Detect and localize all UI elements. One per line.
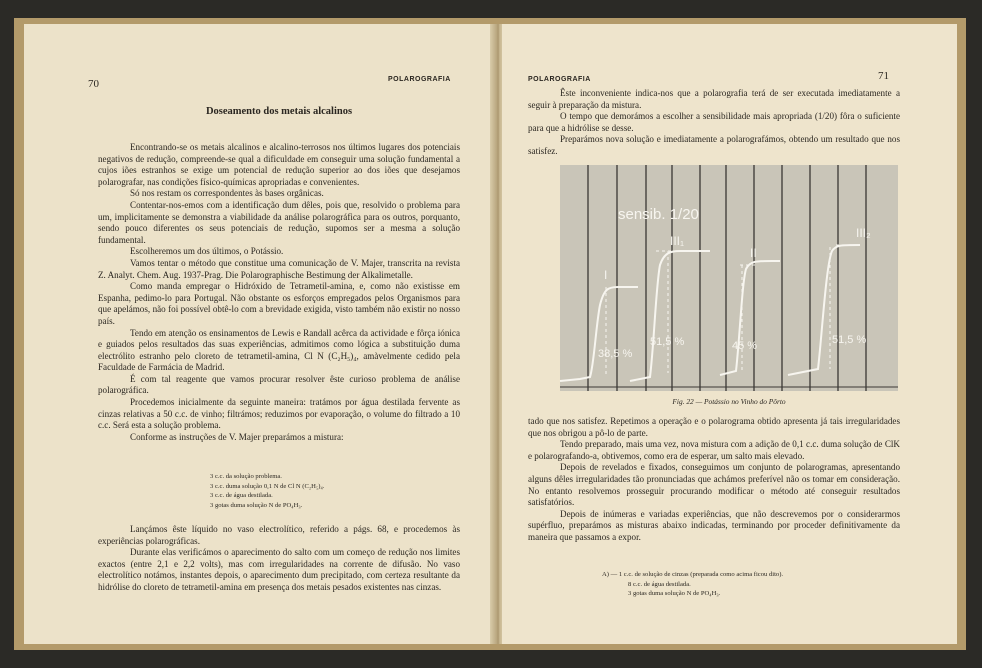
recipe-item: 3 gotas duma solução N de PO₄H₃. — [628, 590, 721, 597]
paragraph: Como manda empregar o Hidróxido de Tetrametil-amina, e, como não existisse em Espanha, pedimo-lo para Portugal. Não obstante os esforços empregados pelos Organismos para que apelámos, não foi possível obtê-lo com a brevidade exigida, visto também não existir no nosso país. — [98, 281, 460, 326]
paragraph: Durante elas verificámos o aparecimento do salto com um começo de redução nos limites exactos (entre 2,1 e 2,2 volts), mas com irregularidades na corrente de difusão. No vaso electrolítico notámos, instantes depois, o aparecimento dum precipitado, com certeza resultante da hidrólise do cloreto de tetrametil-amina em presença dos metais pesados existentes nas cinzas. — [98, 547, 460, 592]
paragraph: Vamos tentar o método que constitue uma comunicação de V. Majer, transcrita na revista Z. Analyt. Chem. Aug. 1937-Prag. Die Polarographische Bestimung der Alkalimetalle. — [98, 257, 460, 280]
body-text-bottom — [528, 416, 900, 544]
percent-label: 51,5 % — [650, 336, 685, 348]
recipe-item: A) — 1 c.c. de solução de cinzas (preparada como acima ficou dito). — [602, 571, 784, 578]
polarogram-figure — [560, 165, 898, 391]
curve-label: III₁ — [670, 234, 685, 248]
right-page — [502, 24, 957, 644]
book-spread — [14, 18, 966, 650]
recipe-item: 3 c.c. de água destilada. — [210, 492, 273, 499]
percent-label: 51,5 % — [832, 334, 867, 346]
body-text-after — [98, 524, 460, 594]
curve-label: I — [604, 268, 608, 282]
paragraph: Tendo em atenção os ensinamentos de Lewis e Randall acêrca da actividade e fôrça iónica e guiados pelos resultados das suas experiências, admitimos como lógica a substituição duma electrólito estranho pelo cloreto de tetrametil-amina, Cl N (C₂H₅)₄, amàvelmente cedido pela Faculdade de Farmácia de Madrid. — [98, 327, 460, 373]
recipe-item: 8 c.c. de água destilada. — [628, 580, 691, 588]
curve-label: III₂ — [856, 226, 871, 240]
recipe-list — [602, 570, 783, 599]
body-text — [98, 142, 460, 443]
page-number: 70 — [88, 78, 99, 90]
paragraph: Depois de revelados e fixados, conseguimos um conjunto de polarogramas, apresentando alguns dêles irregularidades tão pronunciadas que achámos preferível não os tomar em consideração. No entanto resolvemos prosseguir procurando modificar o método até conseguir resultados satisfatórios. — [528, 462, 900, 508]
curve-label: II — [750, 246, 757, 260]
paragraph: Lançámos êste líquido no vaso electrolítico, referido a págs. 68, e procedemos às experiências polarográficas. — [98, 524, 460, 546]
paragraph: Depois de inúmeras e variadas experiências, que não descrevemos por o considerarmos supérfluo, preparámos as misturas abaixo indicadas, terminando por proceder definitivamente da maneira que passamos a expor. — [528, 508, 900, 542]
page-number: 71 — [878, 70, 889, 82]
paragraph: É com tal reagente que vamos procurar resolver êste curioso problema de análise polarográfica. — [98, 373, 460, 396]
recipe-item: 3 gotas duma solução N de PO₄H₃. — [210, 501, 303, 509]
running-head: POLAROGRAFIA — [388, 76, 451, 83]
figure-caption: Fig. 22 — Potássio no Vinho do Pôrto — [672, 397, 786, 406]
polarogram-image — [560, 165, 898, 391]
paragraph: Conforme as instruções de V. Majer preparámos a mistura: — [130, 431, 344, 442]
paragraph: Êste inconveniente indica-nos que a polarografia terá de ser executada imediatamente a seguir à preparação da mistura. — [528, 88, 900, 110]
paragraph: Escolheremos um dos últimos, o Potássio. — [130, 246, 284, 257]
body-text-top — [528, 88, 900, 156]
paragraph: Encontrando-se os metais alcalinos e alcalino-terrosos nos últimos lugares dos potenciais negativos de redução, compreende-se qual a dificuldade em conseguir uma solução fundamental a cujos iões estranhos se exige um potencial de redução superior ao dos iões que desejamos polarografar, nas condições físico-químicas apropriadas e convenientes. — [98, 142, 460, 187]
paragraph: Procedemos inicialmente da seguinte maneira: tratámos por água destilada fervente as cinzas relativas a 50 c.c. de vinho; filtrámos; reduzimos por evaporação, o volume do filtrado a 10 c.c. Será esta a solução problema. — [98, 397, 460, 431]
paragraph: O tempo que demorámos a escolher a sensibilidade mais apropriada (1/20) fôra o suficiente para que a hidrólise se desse. — [528, 111, 900, 133]
recipe-item: 3 c.c. da solução problema. — [210, 473, 282, 480]
paragraph: Só nos restam os correspondentes às bases orgânicas. — [130, 188, 324, 199]
left-page — [24, 24, 494, 644]
paragraph: Preparámos nova solução e imediatamente a polarografámos, obtendo um resultado que nos satisfez. — [528, 134, 900, 156]
percent-label: 45 % — [732, 340, 758, 352]
section-title: Doseamento dos metais alcalinos — [205, 106, 353, 117]
paragraph: Tendo preparado, mais uma vez, nova mistura com a adição de 0,1 c.c. duma solução de ClK e polarografando-a, obtivemos, como era de esperar, um salto mais elevado. — [528, 439, 900, 461]
recipe-list — [210, 472, 324, 510]
paragraph: tado que nos satisfez. Repetimos a operação e o polarograma obtido apresenta já tais irregularidades que nos obrigou a pô-lo de parte. — [528, 416, 900, 438]
percent-label: 38,5 % — [598, 348, 633, 360]
paragraph: Contentar-nos-emos com a identificação dum dêles, pois que, resolvido o problema para um, implicitamente se demonstra a viabilidade da análise polarográfica para os outros, porquanto, sendo pouco diferentes os seus potenciais de redução, supomos ser a mesma a solução fundamental. — [98, 199, 460, 245]
recipe-item: 3 c.c. duma solução 0,1 N de Cl N (C₂H₅)₄. — [210, 482, 325, 490]
sensitivity-label: sensib. 1/20 — [618, 206, 699, 223]
running-head: POLAROGRAFIA — [528, 76, 591, 83]
